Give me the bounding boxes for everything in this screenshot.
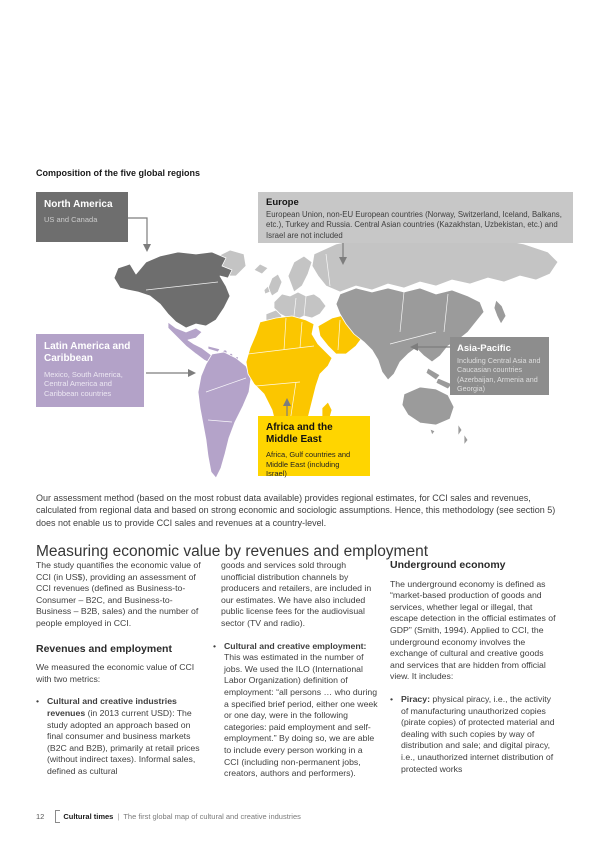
bullet-lead: Piracy: <box>401 693 430 704</box>
footer-bracket-mark <box>55 810 60 823</box>
col2-bullet-employment <box>213 641 379 780</box>
footer-report-title: Cultural times <box>63 812 114 821</box>
footer-separator: | <box>117 812 120 821</box>
region-label-europe <box>258 192 573 243</box>
column-3 <box>390 560 556 791</box>
bullet-lead: Cultural and creative employment: <box>224 640 367 651</box>
map-region-north-america <box>114 252 232 328</box>
footer-report-subtitle: The first global map of cultural and creative industries <box>123 812 301 821</box>
col2-continuation-paragraph: goods and services sold through unofficial distribution channels by producers and retailers, are included in our estimates. We have also included public license fees for the audiovisual sector (TV and radio). <box>221 560 372 628</box>
col1-paragraph-1: The study quantifies the economic value of CCI (in US$), providing an assessment of CCI revenues (defined as Business-to-Consumer – B2C, and Business-to-Business – B2B, sales) and the number of people employed in CCI. <box>36 560 201 628</box>
column-1 <box>36 560 202 791</box>
region-name: Europe <box>266 197 299 208</box>
page-number: 12 <box>36 812 45 821</box>
bullet-text: This was estimated in the number of jobs. We used the ILO (International Labor Organization) definition of employment: “all persons … who during a specified brief period, either one week or one day, were in the following categories: paid employment and self-employment.” By doing so, we are able to include every person working in a CCI (including non-permanent jobs, creators, authors and performers). <box>224 652 378 779</box>
region-name: Africa and the Middle East <box>266 422 333 445</box>
region-description: Including Central Asia and Caucasian countries (Azerbaijan, Armenia and Georgia) <box>457 356 541 394</box>
region-label-asia-pacific <box>450 337 549 395</box>
col3-bullet-piracy <box>390 694 556 775</box>
page-footer <box>36 810 301 823</box>
bullet-lead: Cultural and creative industries revenues <box>47 696 177 718</box>
col1-subheading: Revenues and employment <box>36 642 172 655</box>
region-description: Africa, Gulf countries and Middle East (including Israel) <box>266 450 351 479</box>
region-name: North America <box>44 199 113 210</box>
figure-title: Composition of the five global regions <box>36 168 201 178</box>
region-label-latin-america <box>36 334 144 407</box>
section-title: Measuring economic value by revenues and employment <box>36 542 429 560</box>
region-label-north-america <box>36 192 128 242</box>
region-description: European Union, non-EU European countries (Norway, Switzerland, Iceland, Balkans, etc.), Turkey and Russia. Central Asian countries (Kazakhstan, Uzbekistan, etc.) and Israel are not included <box>266 210 562 240</box>
column-2 <box>213 560 379 791</box>
bullet-text: physical piracy, i.e., the activity of manufacturing unauthorized copies (pirate copies) of protected material and dealing with such copies by way of distribution and sale; and digital piracy, i.e., unauthorized internet distribution of protected works <box>401 693 555 774</box>
assessment-method-paragraph: Our assessment method (based on the most robust data available) provides regional estimates, for CCI sales and revenues, calculated from regional data and based on strong economic and sociologic assumptions. Hence, this methodology (see section 5) does not enable us to provide CCI sales and revenues at a country-level. <box>36 493 556 528</box>
col1-paragraph-2: We measured the economic value of CCI with two metrics: <box>36 662 195 684</box>
body-columns <box>36 560 573 791</box>
region-name: Latin America and Caribbean <box>44 341 131 364</box>
region-description: US and Canada <box>44 215 98 224</box>
col1-bullet-revenues <box>36 696 202 777</box>
region-description: Mexico, South America, Central America and Caribbean countries <box>44 369 123 398</box>
col3-paragraph: The underground economy is defined as “market-based production of goods and services, whether legal or illegal, that escape detection in the official estimates of GDP” (Smith, 1994). Applied to CCI, the underground economy involves the exchange of cultural and creative goods and services that are hidden from official view. It includes: <box>390 578 556 682</box>
col3-subheading: Underground economy <box>390 559 506 571</box>
region-label-africa-middle-east <box>258 416 370 479</box>
bullet-text: (in 2013 current USD): The study adopted an approach based on final consumer and business markets (B2C and B2B), primarily at retail prices (without indirect taxes). Informal sales, defined as cultural <box>47 707 200 776</box>
region-name: Asia-Pacific <box>457 343 511 354</box>
map-region-latin-america <box>168 322 251 478</box>
